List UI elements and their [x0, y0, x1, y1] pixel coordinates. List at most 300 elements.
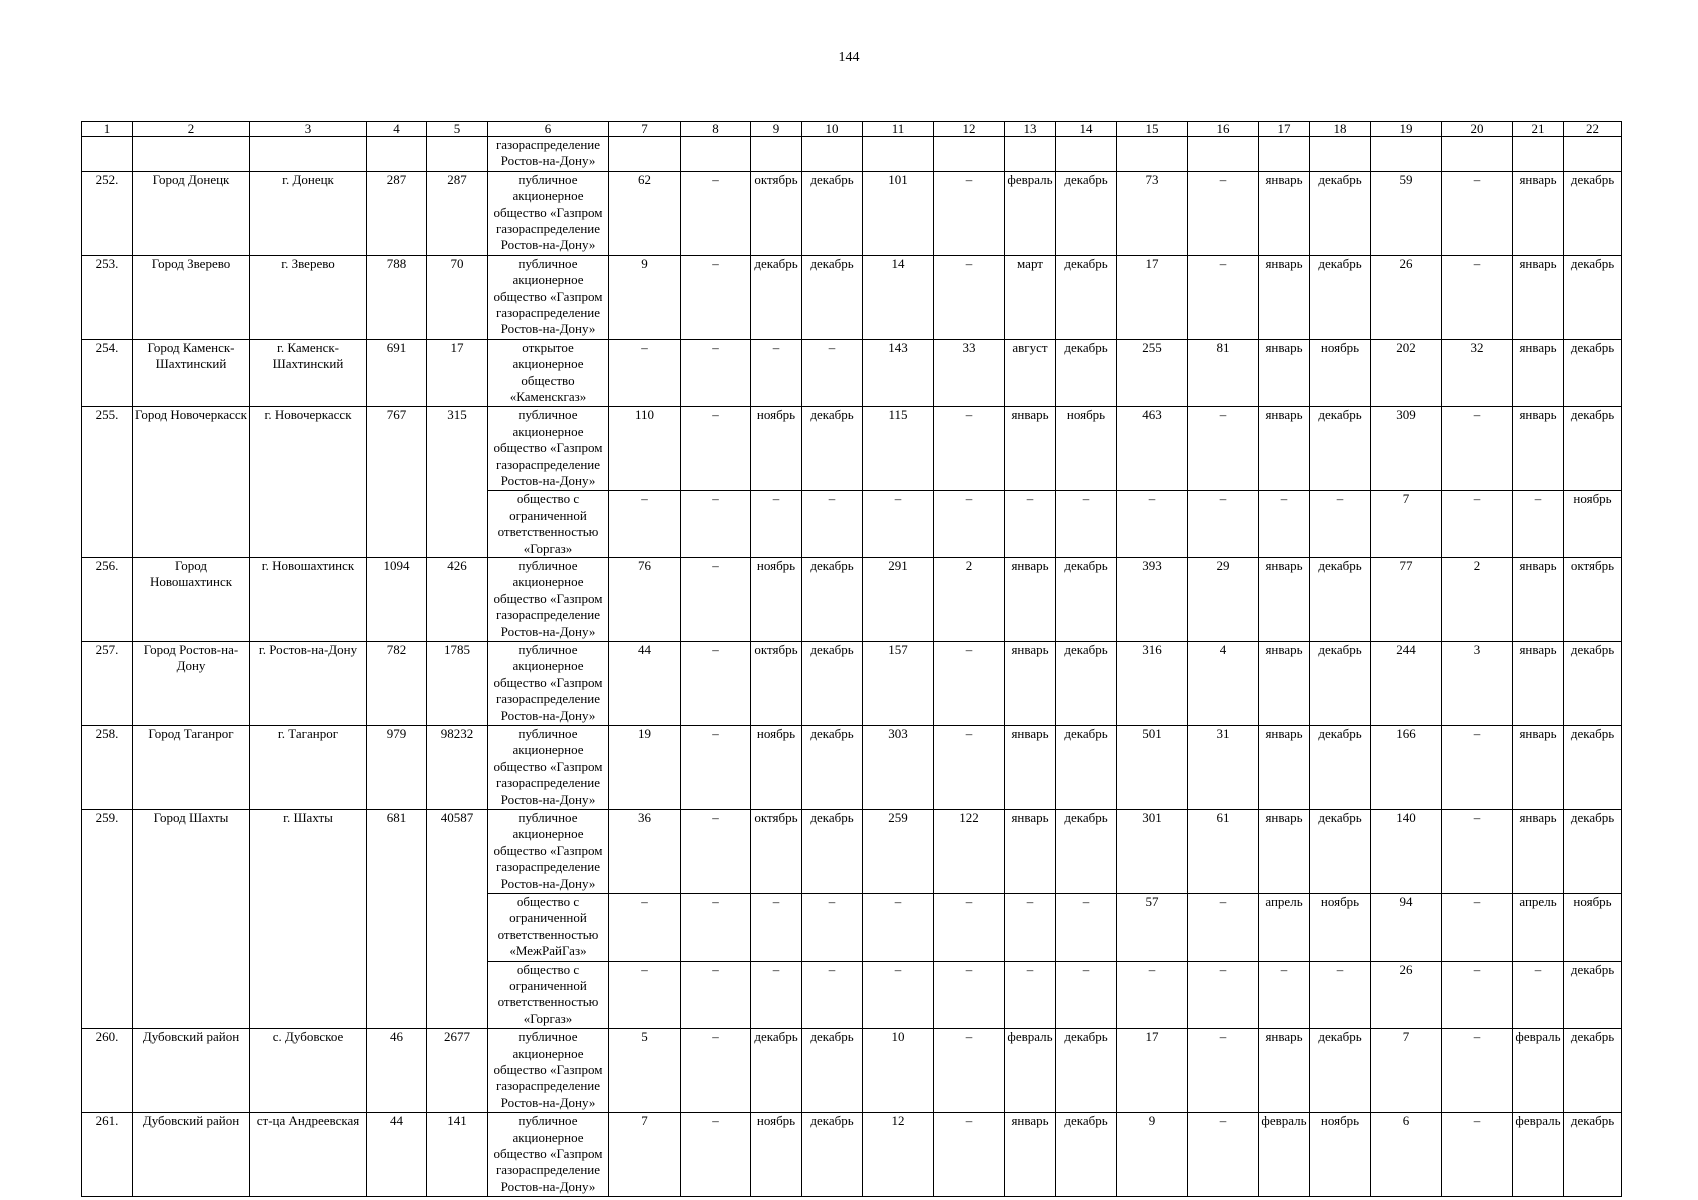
value-cell: декабрь [1564, 339, 1622, 407]
value-cell: – [681, 255, 751, 339]
value-cell: февраль [1005, 171, 1056, 255]
table-row [82, 255, 1622, 339]
table-row [82, 171, 1622, 255]
value-cell: январь [1259, 407, 1310, 491]
value-cell: октябрь [751, 810, 802, 894]
value-cell: январь [1005, 810, 1056, 894]
value-cell [1005, 137, 1056, 172]
municipality-cell: Город Таганрог [133, 726, 250, 810]
value-cell: 94 [1371, 894, 1442, 962]
value-cell: январь [1005, 642, 1056, 726]
value-cell: 31 [1188, 726, 1259, 810]
value-cell: – [1442, 961, 1513, 1029]
value-cell: 29 [1188, 558, 1259, 642]
column-number-header: 7 [609, 122, 681, 137]
organization-cell: общество с ограниченной ответственностью «Горгаз» [488, 491, 609, 558]
value-cell: – [1188, 407, 1259, 491]
value-cell: 73 [1117, 171, 1188, 255]
table-row [82, 1113, 1622, 1197]
value-cell: – [934, 171, 1005, 255]
value-cell [1564, 137, 1622, 172]
value-cell: февраль [1005, 1029, 1056, 1113]
value-cell: ноябрь [751, 407, 802, 491]
organization-cell: публичное акционерное общество «Газпром газораспределение Ростов-на-Дону» [488, 642, 609, 726]
row-number-cell: 259. [82, 810, 133, 1029]
value-cell: декабрь [802, 1029, 863, 1113]
value-cell: 36 [609, 810, 681, 894]
value-cell: 70 [427, 255, 488, 339]
value-cell: ноябрь [751, 1113, 802, 1197]
column-number-header: 14 [1056, 122, 1117, 137]
value-cell: 61 [1188, 810, 1259, 894]
settlement-cell: г. Новошахтинск [250, 558, 367, 642]
value-cell: ноябрь [1056, 407, 1117, 491]
value-cell: 979 [367, 726, 427, 810]
column-number-header: 1 [82, 122, 133, 137]
table-row [82, 137, 1622, 172]
value-cell: 62 [609, 171, 681, 255]
value-cell: – [863, 491, 934, 558]
value-cell: – [1188, 491, 1259, 558]
value-cell: январь [1513, 255, 1564, 339]
value-cell [609, 137, 681, 172]
settlement-cell: г. Зверево [250, 255, 367, 339]
value-cell: 40587 [427, 810, 488, 1029]
municipality-cell [133, 137, 250, 172]
value-cell: 101 [863, 171, 934, 255]
value-cell [751, 137, 802, 172]
value-cell: 691 [367, 339, 427, 407]
value-cell: декабрь [1564, 407, 1622, 491]
value-cell: – [681, 491, 751, 558]
value-cell: – [751, 894, 802, 962]
value-cell: 7 [609, 1113, 681, 1197]
value-cell: декабрь [1056, 642, 1117, 726]
value-cell: – [1310, 491, 1371, 558]
value-cell: – [1442, 1029, 1513, 1113]
value-cell: – [802, 961, 863, 1029]
value-cell: 140 [1371, 810, 1442, 894]
value-cell: 287 [367, 171, 427, 255]
value-cell: – [1188, 1029, 1259, 1113]
municipality-cell: Город Донецк [133, 171, 250, 255]
value-cell: январь [1259, 255, 1310, 339]
organization-cell: публичное акционерное общество «Газпром газораспределение Ростов-на-Дону» [488, 1113, 609, 1197]
value-cell: декабрь [1310, 1029, 1371, 1113]
value-cell: декабрь [802, 407, 863, 491]
value-cell: 2 [1442, 558, 1513, 642]
settlement-cell: г. Новочеркасск [250, 407, 367, 558]
value-cell: 57 [1117, 894, 1188, 962]
column-number-header: 13 [1005, 122, 1056, 137]
value-cell: – [681, 961, 751, 1029]
municipality-cell: Дубовский район [133, 1113, 250, 1197]
value-cell [1188, 137, 1259, 172]
row-number-cell: 252. [82, 171, 133, 255]
value-cell: декабрь [1564, 642, 1622, 726]
value-cell: декабрь [1310, 810, 1371, 894]
value-cell: ноябрь [1564, 491, 1622, 558]
value-cell: – [934, 1029, 1005, 1113]
value-cell: декабрь [1310, 726, 1371, 810]
value-cell: 259 [863, 810, 934, 894]
value-cell [934, 137, 1005, 172]
value-cell: декабрь [1310, 171, 1371, 255]
value-cell: – [1442, 407, 1513, 491]
value-cell: февраль [1513, 1113, 1564, 1197]
value-cell: октябрь [1564, 558, 1622, 642]
value-cell: 6 [1371, 1113, 1442, 1197]
organization-cell: общество с ограниченной ответственностью «Горгаз» [488, 961, 609, 1029]
value-cell: 7 [1371, 1029, 1442, 1113]
row-number-cell: 254. [82, 339, 133, 407]
organization-cell: публичное акционерное общество «Газпром газораспределение Ростов-на-Дону» [488, 255, 609, 339]
value-cell: декабрь [1310, 558, 1371, 642]
value-cell: декабрь [802, 255, 863, 339]
value-cell: 59 [1371, 171, 1442, 255]
value-cell [1259, 137, 1310, 172]
value-cell: 255 [1117, 339, 1188, 407]
value-cell: – [1442, 894, 1513, 962]
value-cell: 17 [1117, 255, 1188, 339]
value-cell: – [751, 339, 802, 407]
value-cell: январь [1005, 1113, 1056, 1197]
value-cell: декабрь [1056, 255, 1117, 339]
value-cell: 4 [1188, 642, 1259, 726]
value-cell: – [609, 961, 681, 1029]
value-cell: – [1005, 961, 1056, 1029]
value-cell: январь [1259, 558, 1310, 642]
value-cell: ноябрь [1310, 894, 1371, 962]
organization-cell: публичное акционерное общество «Газпром газораспределение Ростов-на-Дону» [488, 726, 609, 810]
value-cell: 7 [1371, 491, 1442, 558]
value-cell: декабрь [802, 1113, 863, 1197]
value-cell: 1785 [427, 642, 488, 726]
value-cell: апрель [1259, 894, 1310, 962]
value-cell: декабрь [1564, 1029, 1622, 1113]
value-cell: 681 [367, 810, 427, 1029]
value-cell: – [1188, 1113, 1259, 1197]
value-cell: январь [1513, 558, 1564, 642]
value-cell: 17 [427, 339, 488, 407]
municipality-cell: Город Новошахтинск [133, 558, 250, 642]
value-cell [367, 137, 427, 172]
value-cell: 14 [863, 255, 934, 339]
value-cell: декабрь [1056, 726, 1117, 810]
value-cell: декабрь [802, 171, 863, 255]
value-cell: 301 [1117, 810, 1188, 894]
value-cell: – [751, 961, 802, 1029]
value-cell [427, 137, 488, 172]
value-cell: декабрь [1056, 171, 1117, 255]
value-cell: январь [1259, 171, 1310, 255]
value-cell: – [681, 642, 751, 726]
table-row [82, 339, 1622, 407]
value-cell: – [1513, 961, 1564, 1029]
value-cell: март [1005, 255, 1056, 339]
row-number-cell: 260. [82, 1029, 133, 1113]
value-cell: январь [1513, 171, 1564, 255]
table-row [82, 726, 1622, 810]
value-cell: – [681, 407, 751, 491]
value-cell: 33 [934, 339, 1005, 407]
municipality-cell: Город Новочеркасск [133, 407, 250, 558]
value-cell: – [1442, 1113, 1513, 1197]
settlement-cell: г. Донецк [250, 171, 367, 255]
value-cell: 44 [609, 642, 681, 726]
value-cell: ноябрь [1310, 1113, 1371, 1197]
column-number-header: 15 [1117, 122, 1188, 137]
value-cell: 202 [1371, 339, 1442, 407]
value-cell: – [609, 339, 681, 407]
value-cell: январь [1513, 407, 1564, 491]
value-cell: декабрь [751, 255, 802, 339]
settlement-cell: г. Шахты [250, 810, 367, 1029]
row-number-cell: 255. [82, 407, 133, 558]
value-cell: – [934, 961, 1005, 1029]
value-cell: – [1188, 961, 1259, 1029]
value-cell: январь [1005, 558, 1056, 642]
value-cell [1442, 137, 1513, 172]
value-cell: декабрь [1310, 407, 1371, 491]
value-cell: октябрь [751, 171, 802, 255]
value-cell: 44 [367, 1113, 427, 1197]
value-cell: декабрь [1056, 1113, 1117, 1197]
row-number-cell: 257. [82, 642, 133, 726]
organization-cell: публичное акционерное общество «Газпром газораспределение Ростов-на-Дону» [488, 171, 609, 255]
row-number-cell: 261. [82, 1113, 133, 1197]
value-cell: – [802, 491, 863, 558]
column-number-header: 22 [1564, 122, 1622, 137]
value-cell: январь [1005, 726, 1056, 810]
value-cell: 26 [1371, 255, 1442, 339]
value-cell: – [802, 894, 863, 962]
value-cell: 287 [427, 171, 488, 255]
value-cell: – [1005, 894, 1056, 962]
value-cell: – [1188, 894, 1259, 962]
value-cell: – [934, 491, 1005, 558]
organization-cell: открытое акционерное общество «Каменскгаз» [488, 339, 609, 407]
column-number-header: 20 [1442, 122, 1513, 137]
value-cell: январь [1513, 339, 1564, 407]
column-number-header: 4 [367, 122, 427, 137]
page-number: 144 [838, 50, 860, 65]
value-cell: 316 [1117, 642, 1188, 726]
value-cell: 26 [1371, 961, 1442, 1029]
table-row [82, 407, 1622, 491]
table-row [82, 1029, 1622, 1113]
row-number-cell [82, 137, 133, 172]
value-cell: декабрь [1564, 961, 1622, 1029]
value-cell: 9 [1117, 1113, 1188, 1197]
settlement-cell: г. Каменск-Шахтинский [250, 339, 367, 407]
value-cell: 2677 [427, 1029, 488, 1113]
value-cell: декабрь [751, 1029, 802, 1113]
value-cell: 10 [863, 1029, 934, 1113]
value-cell [863, 137, 934, 172]
value-cell: – [1117, 961, 1188, 1029]
value-cell [681, 137, 751, 172]
value-cell: – [1442, 255, 1513, 339]
value-cell: 32 [1442, 339, 1513, 407]
column-number-header: 5 [427, 122, 488, 137]
value-cell [1056, 137, 1117, 172]
value-cell: 110 [609, 407, 681, 491]
value-cell: 463 [1117, 407, 1188, 491]
value-cell: – [863, 961, 934, 1029]
value-cell: декабрь [1056, 810, 1117, 894]
value-cell: – [1442, 726, 1513, 810]
value-cell: 3 [1442, 642, 1513, 726]
value-cell: – [1259, 961, 1310, 1029]
value-cell: – [681, 810, 751, 894]
value-cell: – [1259, 491, 1310, 558]
value-cell: 1094 [367, 558, 427, 642]
organization-cell: публичное акционерное общество «Газпром газораспределение Ростов-на-Дону» [488, 407, 609, 491]
value-cell [1371, 137, 1442, 172]
value-cell: – [1188, 255, 1259, 339]
row-number-cell: 258. [82, 726, 133, 810]
value-cell: февраль [1513, 1029, 1564, 1113]
settlement-cell: ст-ца Андреевская [250, 1113, 367, 1197]
value-cell: февраль [1259, 1113, 1310, 1197]
value-cell: – [1056, 894, 1117, 962]
column-number-header: 3 [250, 122, 367, 137]
column-number-header: 17 [1259, 122, 1310, 137]
row-number-cell: 256. [82, 558, 133, 642]
column-number-header: 19 [1371, 122, 1442, 137]
value-cell: декабрь [1564, 171, 1622, 255]
table-row [82, 642, 1622, 726]
table-row [82, 558, 1622, 642]
value-cell: декабрь [802, 642, 863, 726]
value-cell: – [1005, 491, 1056, 558]
value-cell: ноябрь [1310, 339, 1371, 407]
municipality-cell: Город Зверево [133, 255, 250, 339]
value-cell: – [1188, 171, 1259, 255]
column-number-header: 21 [1513, 122, 1564, 137]
value-cell: 9 [609, 255, 681, 339]
value-cell [1513, 137, 1564, 172]
value-cell: – [609, 491, 681, 558]
column-number-header: 9 [751, 122, 802, 137]
value-cell: – [1442, 810, 1513, 894]
value-cell: декабрь [1056, 558, 1117, 642]
settlement-cell: г. Ростов-на-Дону [250, 642, 367, 726]
settlement-cell: с. Дубовское [250, 1029, 367, 1113]
municipality-cell: Город Ростов-на-Дону [133, 642, 250, 726]
value-cell: ноябрь [751, 726, 802, 810]
value-cell: апрель [1513, 894, 1564, 962]
value-cell: 98232 [427, 726, 488, 810]
value-cell: 19 [609, 726, 681, 810]
value-cell: декабрь [802, 810, 863, 894]
value-cell: январь [1513, 642, 1564, 726]
column-number-header: 12 [934, 122, 1005, 137]
value-cell: август [1005, 339, 1056, 407]
settlement-cell: г. Таганрог [250, 726, 367, 810]
table-row [82, 810, 1622, 894]
value-cell: декабрь [1310, 642, 1371, 726]
value-cell: 2 [934, 558, 1005, 642]
value-cell: – [751, 491, 802, 558]
value-cell: январь [1005, 407, 1056, 491]
value-cell: – [863, 894, 934, 962]
value-cell: – [1056, 961, 1117, 1029]
value-cell: 788 [367, 255, 427, 339]
value-cell: октябрь [751, 642, 802, 726]
municipality-cell: Город Каменск-Шахтинский [133, 339, 250, 407]
value-cell: январь [1259, 642, 1310, 726]
value-cell: – [681, 171, 751, 255]
value-cell: декабрь [1056, 339, 1117, 407]
value-cell: декабрь [1564, 255, 1622, 339]
value-cell: декабрь [802, 726, 863, 810]
value-cell: 501 [1117, 726, 1188, 810]
value-cell: – [934, 894, 1005, 962]
value-cell: – [681, 1029, 751, 1113]
value-cell: – [609, 894, 681, 962]
table-body [82, 137, 1622, 1197]
value-cell: 115 [863, 407, 934, 491]
value-cell: 782 [367, 642, 427, 726]
organization-cell: общество с ограниченной ответственностью «МежРайГаз» [488, 894, 609, 962]
column-number-header: 8 [681, 122, 751, 137]
value-cell: 5 [609, 1029, 681, 1113]
value-cell: – [681, 726, 751, 810]
value-cell: декабрь [1564, 726, 1622, 810]
value-cell [1310, 137, 1371, 172]
value-cell: 81 [1188, 339, 1259, 407]
value-cell: январь [1513, 810, 1564, 894]
column-number-header: 2 [133, 122, 250, 137]
value-cell: – [1056, 491, 1117, 558]
value-cell: ноябрь [1564, 894, 1622, 962]
value-cell: декабрь [1056, 1029, 1117, 1113]
value-cell: декабрь [1564, 1113, 1622, 1197]
value-cell: – [1442, 491, 1513, 558]
organization-cell: газораспределение Ростов-на-Дону» [488, 137, 609, 172]
value-cell: – [934, 407, 1005, 491]
value-cell: 122 [934, 810, 1005, 894]
value-cell: – [1117, 491, 1188, 558]
value-cell: 291 [863, 558, 934, 642]
value-cell: декабрь [802, 558, 863, 642]
value-cell: – [681, 894, 751, 962]
organization-cell: публичное акционерное общество «Газпром газораспределение Ростов-на-Дону» [488, 810, 609, 894]
value-cell: 315 [427, 407, 488, 558]
value-cell: 244 [1371, 642, 1442, 726]
value-cell: – [1442, 171, 1513, 255]
value-cell: 767 [367, 407, 427, 558]
value-cell: январь [1259, 810, 1310, 894]
column-number-row [82, 122, 1622, 137]
value-cell: 141 [427, 1113, 488, 1197]
value-cell: – [681, 558, 751, 642]
value-cell: – [934, 642, 1005, 726]
gas-supply-table [81, 121, 1622, 1197]
value-cell: 426 [427, 558, 488, 642]
value-cell: – [934, 255, 1005, 339]
value-cell: ноябрь [751, 558, 802, 642]
value-cell [1117, 137, 1188, 172]
value-cell: 12 [863, 1113, 934, 1197]
value-cell: декабрь [1564, 810, 1622, 894]
value-cell: 17 [1117, 1029, 1188, 1113]
value-cell: – [802, 339, 863, 407]
value-cell: 303 [863, 726, 934, 810]
value-cell: – [1310, 961, 1371, 1029]
